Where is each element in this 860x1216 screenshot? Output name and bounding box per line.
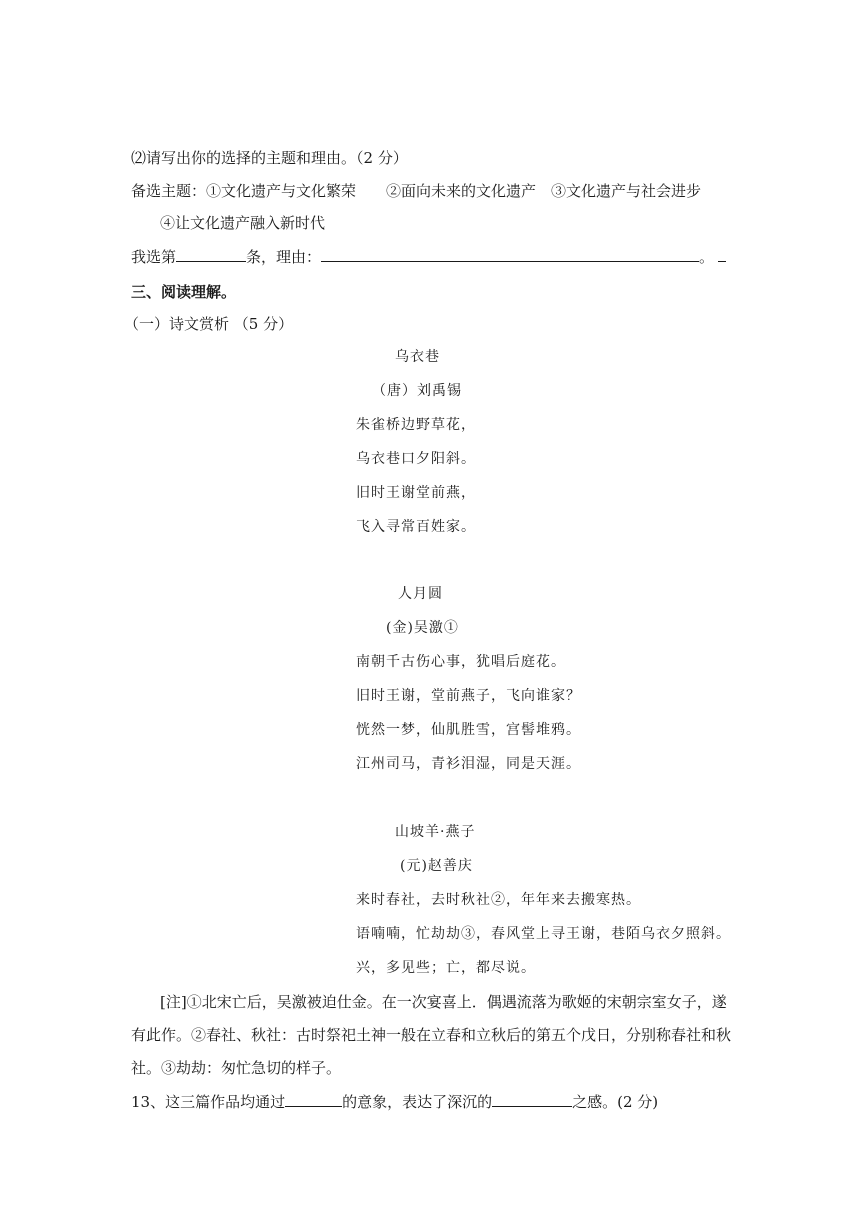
imagery-blank[interactable] <box>285 1092 342 1107</box>
q13-part2: 的意象，表达了深沉的 <box>342 1093 493 1111</box>
poem-line: 旧时王谢堂前燕， <box>356 485 476 501</box>
poem-author: （唐）刘禹锡 <box>372 383 462 399</box>
poem-title: 人月圆 <box>398 586 443 602</box>
poem-line: 语喃喃，忙劫劫③，春风堂上寻王谢，巷陌乌衣夕照斜。 <box>356 926 731 942</box>
poem-line: 乌衣巷口夕阳斜。 <box>356 451 476 467</box>
poem-line: 江州司马，青衫泪湿，同是天涯。 <box>356 756 581 772</box>
poem-title: 乌衣巷 <box>395 349 440 365</box>
note-line: 社。③劫劫：匆忙急切的样子。 <box>131 1059 342 1077</box>
note-line: [注]①北宋亡后，吴激被迫仕金。在一次宴喜上．偶遇流落为歌姬的宋朝宗室女子，遂 <box>160 993 727 1011</box>
theme-options-line-2: ④让文化遗产融入新时代 <box>160 214 326 232</box>
feeling-blank[interactable] <box>492 1092 572 1107</box>
poem-author: (金)吴激① <box>386 620 459 636</box>
section-title: 三、阅读理解。 <box>131 283 237 301</box>
answer-line <box>131 247 726 267</box>
poem-line: 朱雀桥边野草花， <box>356 417 476 433</box>
choice-blank[interactable] <box>176 247 246 262</box>
answer-end: 。 <box>699 248 715 266</box>
answer-mid: 条，理由： <box>246 248 322 266</box>
poem-line: 来时春社，去时秋社②，年年来去搬寒热。 <box>356 892 641 908</box>
answer-prefix: 我选第 <box>131 248 177 266</box>
poem-line: 飞入寻常百姓家。 <box>356 519 476 535</box>
reason-blank[interactable] <box>321 247 699 262</box>
poem-line: 南朝千古伤心事，犹唱后庭花。 <box>356 654 566 670</box>
q13-part1: 13、这三篇作品均通过 <box>131 1093 286 1111</box>
poem-line: 兴，多见些；亡，都尽说。 <box>356 960 536 976</box>
theme-options-line-1: 备选主题：①文化遗产与文化繁荣 ②面向未来的文化遗产 ③文化遗产与社会进步 <box>131 182 702 200</box>
q13-part3: 之感。(2 分) <box>572 1093 659 1111</box>
trailing-blank <box>718 247 726 262</box>
poem-title: 山坡羊·燕子 <box>395 824 476 840</box>
poem-line: 恍然一梦，仙肌胜雪，宫髻堆鸦。 <box>356 722 581 738</box>
question-prompt: ⑵请写出你的选择的主题和理由。（2 分） <box>131 149 408 167</box>
question-13 <box>131 1092 658 1112</box>
subsection-title: （一）诗文赏析 （5 分） <box>124 315 294 333</box>
poem-line: 旧时王谢，堂前燕子，飞向谁家？ <box>356 688 581 704</box>
poem-author: (元)赵善庆 <box>400 858 473 874</box>
note-line: 有此作。②春社、秋社：古时祭祀土神一般在立春和立秋后的第五个戊日，分别称春社和秋 <box>131 1026 732 1044</box>
